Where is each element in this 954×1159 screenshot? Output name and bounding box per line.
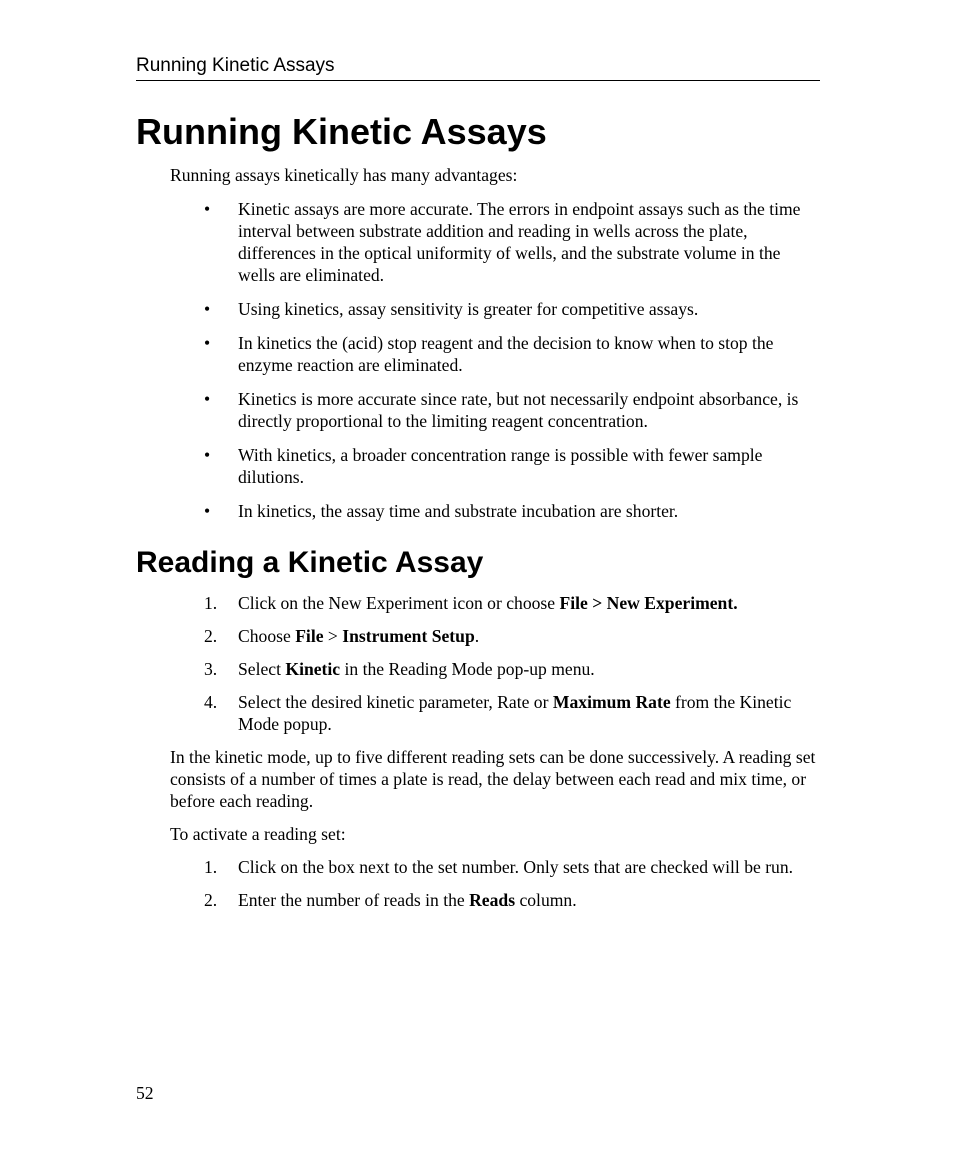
bullet-marker: •: [204, 445, 211, 465]
list-item: [170, 198, 820, 286]
list-item: [170, 332, 820, 376]
advantage-text: In kinetics, the assay time and substrate incubation are shorter.: [238, 501, 679, 521]
step-text: from the Kinetic Mode popup.: [238, 692, 792, 734]
step-number: 3.: [204, 659, 218, 679]
bullet-marker: •: [204, 299, 211, 319]
step-bold-text: Reads: [469, 890, 516, 910]
step-bold-text: File > New Experiment.: [559, 593, 738, 613]
activate-intro-paragraph: To activate a reading set:: [170, 824, 346, 844]
running-header: Running Kinetic Assays: [136, 55, 820, 81]
list-item: [170, 889, 820, 911]
advantage-text: Using kinetics, assay sensitivity is greater for competitive assays.: [238, 299, 699, 319]
step-text: Select: [238, 659, 286, 679]
list-item: [170, 444, 820, 488]
step-number: 2.: [204, 626, 218, 646]
step-text: Enter the number of reads in the: [238, 890, 470, 910]
step-text: column.: [515, 890, 577, 910]
step-bold-text: File: [295, 626, 324, 646]
step-number: 1.: [204, 593, 218, 613]
bullet-marker: •: [204, 389, 211, 409]
section-title: Reading a Kinetic Assay: [136, 546, 484, 579]
step-number: 1.: [204, 857, 218, 877]
advantage-text: Kinetic assays are more accurate. The errors in endpoint assays such as the time interval between substrate addition and reading in wells across the plate, differences in the optical uniformity of wells, and the substrate volume in the wells are eliminated.: [238, 199, 801, 285]
bullet-marker: •: [204, 333, 211, 353]
list-item: [170, 625, 820, 647]
list-item: [170, 592, 820, 614]
intro-paragraph: Running assays kinetically has many advantages:: [170, 165, 518, 185]
step-text: Choose: [238, 626, 296, 646]
bullet-marker: •: [204, 501, 211, 521]
list-item: [170, 388, 820, 432]
step-text: Click on the New Experiment icon or choose: [238, 593, 560, 613]
advantage-text: Kinetics is more accurate since rate, but not necessarily endpoint absorbance, is directly proportional to the limiting reagent concentration.: [238, 389, 799, 431]
list-item: [170, 856, 820, 878]
page-title: Running Kinetic Assays: [136, 111, 547, 152]
list-item: [170, 658, 820, 680]
step-bold-text: Maximum Rate: [552, 692, 671, 712]
page-number: 52: [136, 1083, 154, 1103]
advantage-text: With kinetics, a broader concentration range is possible with fewer sample dilutions.: [238, 445, 763, 487]
step-bold-text: Kinetic: [285, 659, 341, 679]
reading-steps-list: [170, 592, 820, 746]
advantages-list: [170, 198, 820, 534]
list-item: [170, 691, 820, 735]
advantage-text: In kinetics the (acid) stop reagent and the decision to know when to stop the enzyme reaction are eliminated.: [238, 333, 774, 375]
list-item: [170, 298, 820, 320]
step-text: Select the desired kinetic parameter, Rate or: [238, 692, 553, 712]
step-text: in the Reading Mode pop-up menu.: [340, 659, 595, 679]
kinetic-mode-paragraph: In the kinetic mode, up to five different reading sets can be done successively. A reading set consists of a number of times a plate is read, the delay between each read and mix time, or before each reading.: [170, 747, 816, 811]
step-text: .: [474, 626, 480, 646]
activate-steps-list: [170, 856, 820, 922]
list-item: [170, 500, 820, 522]
step-text: Click on the box next to the set number. Only sets that are checked will be run.: [238, 857, 794, 877]
bullet-marker: •: [204, 199, 211, 219]
step-number: 4.: [204, 692, 218, 712]
step-number: 2.: [204, 890, 218, 910]
step-text: >: [323, 626, 343, 646]
step-bold-text: Instrument Setup: [342, 626, 475, 646]
